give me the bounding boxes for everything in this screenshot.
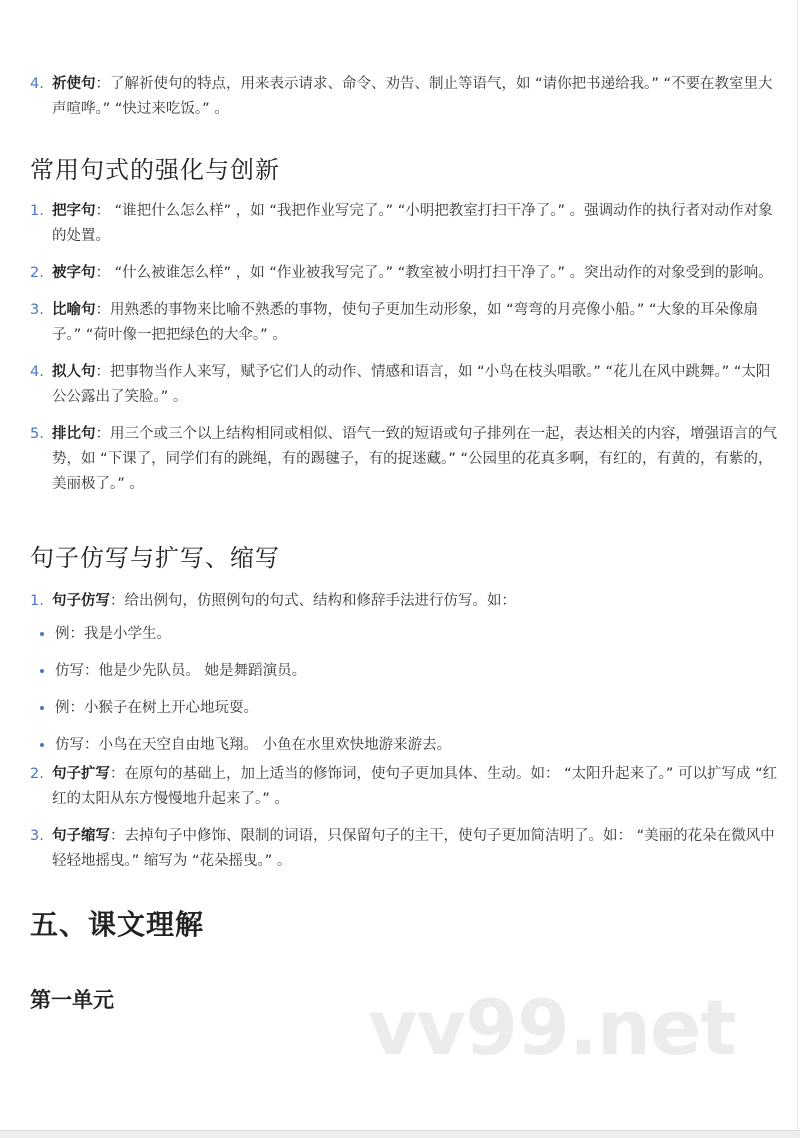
- list-term: 比喻句: [52, 302, 96, 318]
- bullet-dot-icon: [40, 706, 44, 710]
- list-text: ：用熟悉的事物来比喻不熟悉的事物，使句子更加生动形象，如 “弯弯的月亮像小船。” “大象的耳朵像扇子。” “荷叶像一把把绿色的大伞。” 。: [52, 302, 759, 343]
- list-item: [30, 199, 782, 249]
- list-item: [30, 762, 782, 812]
- section-heading-strengthen: 常用句式的强化与创新: [30, 156, 280, 184]
- list-term: 把字句: [52, 203, 96, 219]
- list-number: 5.: [30, 426, 44, 442]
- list-term: 被字句: [52, 265, 96, 281]
- list-number: 2.: [30, 766, 44, 782]
- bullet-dot-icon: [40, 743, 44, 747]
- bullet-text: 例：小猴子在树上开心地玩耍。: [55, 700, 258, 716]
- bullet-text: 仿写：小鸟在天空自由地飞翔。 小鱼在水里欢快地游来游去。: [55, 737, 452, 753]
- list-term: 句子扩写: [52, 766, 110, 782]
- bullet-dot-icon: [40, 669, 44, 673]
- list-number: 1.: [30, 593, 44, 609]
- list-number: 4.: [30, 364, 44, 380]
- section-heading-rewrite: 句子仿写与扩写、缩写: [30, 544, 280, 572]
- bullet-item: [8, 696, 760, 721]
- sentence-types-list: [30, 72, 782, 122]
- list-item: [30, 298, 782, 348]
- list-number: 1.: [30, 203, 44, 219]
- watermark: vv99.net: [368, 983, 736, 1072]
- chapter-heading: 五、课文理解: [30, 908, 205, 941]
- list-item: [30, 422, 782, 497]
- bullet-text: 例：我是小学生。: [55, 626, 171, 642]
- bullet-text: 仿写：他是少先队员。 她是舞蹈演员。: [55, 663, 307, 679]
- list-term: 拟人句: [52, 364, 96, 380]
- list-item: [30, 72, 782, 122]
- bullet-item: [8, 622, 760, 647]
- list-text: ：了解祈使句的特点，用来表示请求、命令、劝告、制止等语气，如 “请你把书递给我。” “不要在教室里大声喧哗。” “快过来吃饭。” 。: [52, 76, 773, 117]
- list-item: [30, 360, 782, 410]
- list-term: 句子缩写: [52, 828, 110, 844]
- list-text: ： “什么被谁怎么样” ，如 “作业被我写完了。” “教室被小明打扫干净了。” 。突出动作的对象受到的影响。: [95, 265, 773, 281]
- list-number: 4.: [30, 76, 44, 92]
- strengthen-list: [30, 199, 782, 497]
- bullet-item: [8, 659, 760, 684]
- list-term: 句子仿写: [52, 593, 110, 609]
- rewrite-list: [30, 589, 782, 622]
- list-number: 3.: [30, 302, 44, 318]
- imitation-examples-list: [8, 622, 760, 758]
- list-text: ：去掉句子中修饰、限制的词语，只保留句子的主干，使句子更加简洁明了。如： “美丽的花朵在微风中轻轻地摇曳。” 缩写为 “花朵摇曳。” 。: [52, 828, 775, 869]
- list-number: 3.: [30, 828, 44, 844]
- list-text: ：在原句的基础上，加上适当的修饰词，使句子更加具体、生动。如： “太阳升起来了。” 可以扩写成 “红红的太阳从东方慢慢地升起来了。” 。: [52, 766, 778, 807]
- bullet-item: [8, 733, 760, 758]
- list-term: 排比句: [52, 426, 96, 442]
- unit-heading: 第一单元: [30, 988, 114, 1012]
- rewrite-list-continued: [30, 762, 782, 874]
- list-item: [30, 261, 782, 286]
- list-text: ：把事物当作人来写，赋予它们人的动作、情感和语言，如 “小鸟在枝头唱歌。” “花儿在风中跳舞。” “太阳公公露出了笑脸。” 。: [52, 364, 771, 405]
- list-term: 祈使句: [52, 76, 96, 92]
- list-text: ：用三个或三个以上结构相同或相似、语气一致的短语或句子排列在一起，表达相关的内容，增强语言的气势，如 “下课了，同学们有的跳绳，有的踢毽子，有的捉迷藏。” “公园里的花真多啊，有红的，有黄的，有紫的，美丽极了。” 。: [52, 426, 777, 492]
- list-item: [30, 589, 782, 614]
- list-text: ：给出例句，仿照例句的句式、结构和修辞手法进行仿写。如：: [110, 593, 516, 609]
- list-number: 2.: [30, 265, 44, 281]
- list-text: ： “谁把什么怎么样” ，如 “我把作业写完了。” “小明把教室打扫干净了。” 。强调动作的执行者对动作对象的处置。: [52, 203, 773, 244]
- bullet-dot-icon: [40, 632, 44, 636]
- list-item: [30, 824, 782, 874]
